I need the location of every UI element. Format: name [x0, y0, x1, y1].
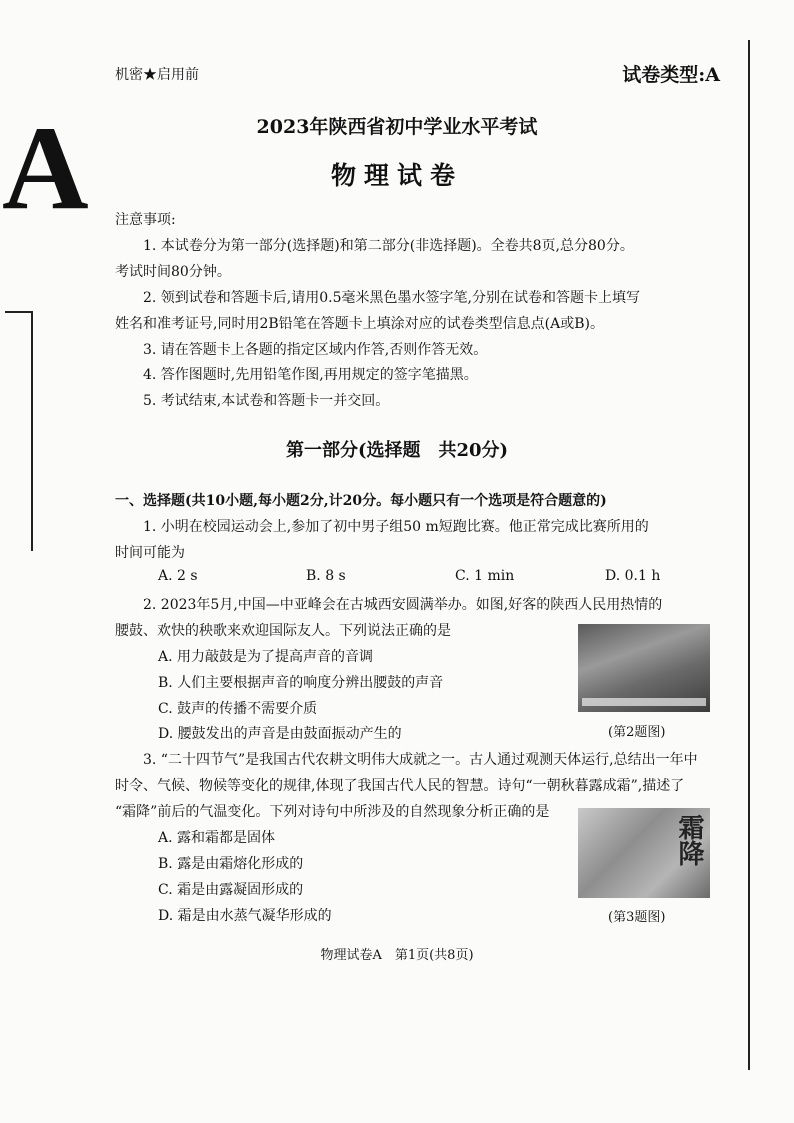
exam-title: 2023年陕西省初中学业水平考试: [256, 116, 538, 138]
binding-line: [748, 40, 750, 1070]
q3-option-c: C. 霜是由露凝固形成的: [158, 882, 304, 898]
q1-stem-line1: 1. 小明在校园运动会上,参加了初中男子组50 m短跑比赛。他正常完成比赛所用的: [143, 519, 649, 535]
note-3: 3. 请在答题卡上各题的指定区域内作答,否则作答无效。: [143, 342, 488, 358]
section-instruction: 一、选择题(共10小题,每小题2分,计20分。每小题只有一个选项是符合题意的): [115, 493, 607, 509]
q1-option-b: B. 8 s: [306, 568, 346, 584]
q2-option-d: D. 腰鼓发出的声音是由鼓面振动产生的: [158, 726, 402, 742]
q3-stem-line1: 3. “二十四节气”是我国古代农耕文明伟大成就之一。古人通过观测天体运行,总结出一年中: [143, 752, 698, 768]
note-5: 5. 考试结束,本试卷和答题卡一并交回。: [143, 393, 390, 409]
q3-option-b: B. 露是由霜熔化形成的: [158, 856, 304, 872]
q3-option-a: A. 露和霜都是固体: [158, 830, 276, 846]
paper-type-label: 试卷类型:A: [622, 64, 720, 86]
note-2a: 2. 领到试卷和答题卡后,请用0.5毫米黑色墨水签字笔,分别在试卷和答题卡上填写: [143, 290, 640, 306]
note-1a: 1. 本试卷分为第一部分(选择题)和第二部分(非选择题)。全卷共8页,总分80分。: [143, 238, 634, 254]
q2-stem-line2: 腰鼓、欢快的秧歌来欢迎国际友人。下列说法正确的是: [115, 623, 451, 639]
q2-option-c: C. 鼓声的传播不需要介质: [158, 701, 318, 717]
q3-stem-line3: “霜降”前后的气温变化。下列对诗句中所涉及的自然现象分析正确的是: [115, 804, 550, 820]
q3-figure-image: [578, 808, 710, 898]
note-2b: 姓名和准考证号,同时用2B铅笔在答题卡上填涂对应的试卷类型信息点(A或B)。: [115, 316, 604, 332]
notes-heading: 注意事项:: [115, 212, 176, 228]
note-1b: 考试时间80分钟。: [115, 264, 231, 280]
paper-type-letter: A: [2, 101, 89, 234]
note-4: 4. 答作图题时,先用铅笔作图,再用规定的签字笔描黑。: [143, 367, 478, 383]
q1-option-a: A. 2 s: [158, 568, 198, 584]
q1-stem-line2: 时间可能为: [115, 545, 185, 561]
q3-figure-caption: (第3题图): [608, 910, 666, 925]
subject-title: 物理试卷: [330, 161, 463, 190]
page-footer: 物理试卷A 第1页(共8页): [320, 948, 474, 963]
q3-stem-line2: 时令、气候、物候等变化的规律,体现了我国古代人民的智慧。诗句“一朝秋暮露成霜”,描述了: [115, 778, 685, 794]
q1-option-d: D. 0.1 h: [605, 568, 661, 584]
q2-figure-image: [578, 624, 710, 712]
q2-option-a: A. 用力敲鼓是为了提高声音的音调: [158, 649, 374, 665]
q2-stem-line1: 2. 2023年5月,中国—中亚峰会在古城西安圆满举办。如图,好客的陕西人民用热情的: [143, 597, 663, 613]
q3-figure-text: 霜降: [674, 814, 704, 866]
section-title: 第一部分(选择题 共20分): [285, 440, 509, 461]
q1-option-c: C. 1 min: [455, 568, 515, 584]
confidential-label: 机密★启用前: [115, 67, 199, 83]
binding-bracket: [5, 311, 33, 551]
q3-option-d: D. 霜是由水蒸气凝华形成的: [158, 908, 332, 924]
q2-option-b: B. 人们主要根据声音的响度分辨出腰鼓的声音: [158, 675, 444, 691]
q2-figure-caption: (第2题图): [608, 725, 666, 740]
